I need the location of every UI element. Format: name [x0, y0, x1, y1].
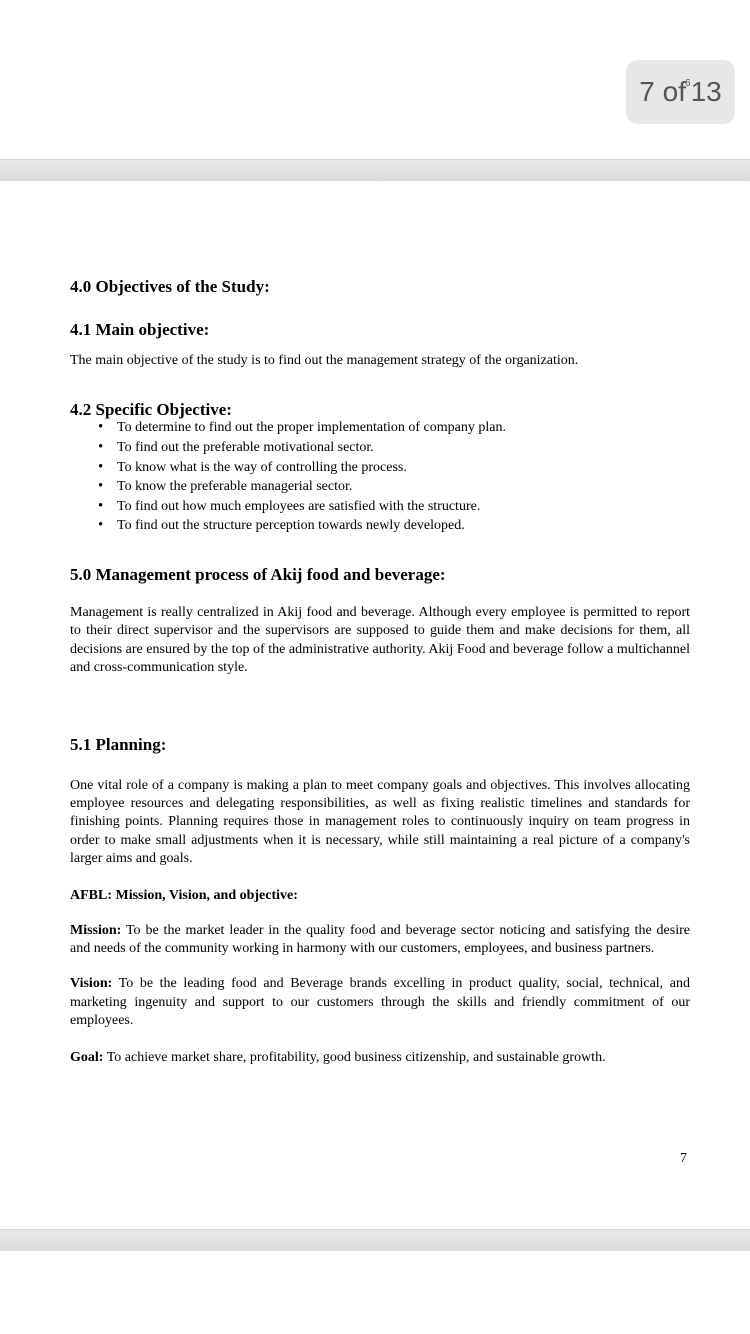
- main-objective-heading: 4.1 Main objective:: [70, 320, 210, 339]
- goal-label: Goal:: [70, 1049, 104, 1065]
- goal-text: To achieve market share, profitability, good business citizenship, and sustainable growth.: [106, 1049, 606, 1065]
- mission-text: To be the market leader in the quality food and beverage sector noticing and satisfying the desire and needs of the community working in harmony with our customers, employees, and business partners.: [70, 922, 690, 957]
- management-heading: 5.0 Management process of Akij food and beverage:: [70, 564, 446, 584]
- objectives-heading: 4.0 Objectives of the Study:: [70, 277, 270, 296]
- page-indicator-mark: 6: [685, 77, 691, 89]
- specific-objectives-list: [70, 418, 690, 536]
- planning-text: One vital role of a company is making a plan to meet company goals and objectives. This involves allocating employee resources and delegating responsibilities, as well as fixing realistic timelines and standards for finishing points. Planning requires those in management roles to continuously inquiry on team progress in order to make small adjustments when it is necessary, while still maintaining a real picture of a company's larger aims and goals.: [70, 777, 690, 867]
- planning-heading: 5.1 Planning:: [70, 734, 167, 754]
- document-page: [70, 276, 690, 1067]
- main-objective-text: The main objective of the study is to find out the management strategy of the organization.: [70, 353, 579, 368]
- page-separator-top: [0, 159, 750, 181]
- vision-label: Vision:: [70, 976, 113, 992]
- list-item: • To determine to find out the proper implementation of company plan.: [98, 418, 690, 438]
- page-number: 7: [680, 1151, 687, 1166]
- list-item: • To find out how much employees are satisfied with the structure.: [98, 497, 690, 517]
- page-indicator-of: of: [662, 76, 686, 107]
- page-indicator: [626, 60, 735, 124]
- list-item: • To find out the structure perception towards newly developed.: [98, 516, 690, 536]
- page-separator-bottom: [0, 1229, 750, 1251]
- list-item: • To find out the preferable motivational sector.: [98, 438, 690, 458]
- mission-paragraph: [70, 922, 690, 959]
- page-indicator-current: 7: [639, 76, 655, 107]
- page-indicator-total: 13: [690, 76, 722, 107]
- afbl-heading: AFBL: Mission, Vision, and objective:: [70, 887, 298, 903]
- list-item: • To know what is the way of controlling the process.: [98, 458, 690, 478]
- mission-label: Mission:: [70, 922, 122, 938]
- goal-paragraph: [70, 1049, 690, 1067]
- vision-text: To be the leading food and Beverage brands excelling in product quality, social, technical, and marketing ingenuity and support to our customers through the skills and friendly commitment of our employees.: [70, 976, 690, 1029]
- management-text: Management is really centralized in Akij food and beverage. Although every employee is permitted to report to their direct supervisor and the supervisors are supposed to guide them and make decisions for them, all decisions are ensured by the top of the administrative authority. Akij Food and beverage follow a multichannel and cross-communication style.: [70, 604, 690, 676]
- specific-objective-heading: 4.2 Specific Objective:: [70, 400, 232, 420]
- list-item: • To know the preferable managerial sector.: [98, 477, 690, 497]
- vision-paragraph: [70, 975, 690, 1030]
